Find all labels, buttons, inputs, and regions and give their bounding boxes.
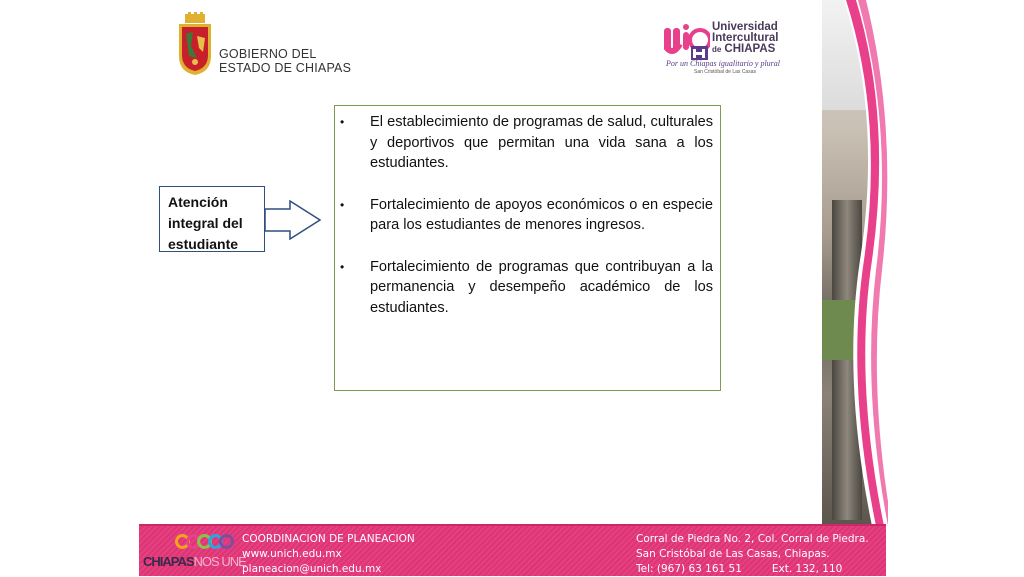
footer-website-link[interactable]: www.unich.edu.mx [242, 548, 342, 560]
government-name-line2: ESTADO DE CHIAPAS [219, 61, 352, 75]
government-name-line1: GOBIERNO DEL [219, 47, 317, 61]
university-name-line2: Intercultural [712, 32, 779, 44]
pink-ribbon-decoration [822, 0, 892, 526]
list-item [335, 112, 720, 174]
chiapas-coat-of-arms-icon [177, 12, 213, 76]
right-arrow-icon [264, 200, 322, 240]
list-item-text: El establecimiento de programas de salud, culturales y deportivos que permitan una vida sana a los estudiantes. [370, 114, 713, 171]
right-margin [888, 0, 1024, 576]
university-name [712, 22, 778, 55]
footer-contact-right [636, 532, 869, 577]
list-item-text: Fortalecimiento de programas que contribuyan a la permanencia y desempeño académico de los estudiantes. [370, 258, 713, 316]
footer-phone: Tel: (967) 63 161 51 [636, 563, 742, 575]
topic-label-box [159, 186, 265, 252]
bullet-marker: • [340, 115, 345, 129]
list-item [335, 195, 720, 236]
university-city: San Cristóbal de Las Casas [694, 69, 756, 75]
circles-icon [175, 534, 230, 554]
footer-brand-light: NOS UNE [193, 554, 246, 569]
topic-label: Atención integral del estudiante [168, 194, 243, 252]
bullet-marker: • [340, 197, 345, 212]
footer-brand [143, 554, 246, 569]
list-item [335, 257, 720, 319]
footer-contact-left [242, 532, 415, 577]
university-name-prefix: de [712, 45, 722, 54]
bullet-list [335, 112, 720, 339]
government-name [219, 47, 351, 75]
university-name-line3: CHIAPAS [724, 43, 776, 55]
footer-extension: Ext. 132, 110 [771, 563, 843, 575]
content-box [334, 105, 721, 391]
footer-email-link[interactable]: planeacion@unich.edu.mx [242, 563, 382, 575]
footer [139, 524, 886, 576]
university-logo [664, 18, 782, 80]
footer-city: San Cristóbal de Las Casas, Chiapas. [636, 548, 830, 560]
chiapas-nos-une-logo [141, 532, 246, 576]
footer-address: Corral de Piedra No. 2, Col. Corral de Piedra. [636, 533, 869, 545]
footer-brand-dark: CHIAPAS [143, 554, 194, 569]
unich-mark-icon [664, 22, 710, 62]
bullet-marker: • [340, 259, 345, 274]
university-slogan: Por un Chiapas igualitario y plural [666, 59, 781, 68]
list-item-text: Fortalecimiento de apoyos económicos o en especie para los estudiantes de menores ingresos. [370, 196, 713, 233]
government-logo [175, 10, 355, 80]
footer-department: COORDINACION DE PLANEACION [242, 533, 415, 545]
university-name-line1: Universidad [712, 21, 778, 33]
